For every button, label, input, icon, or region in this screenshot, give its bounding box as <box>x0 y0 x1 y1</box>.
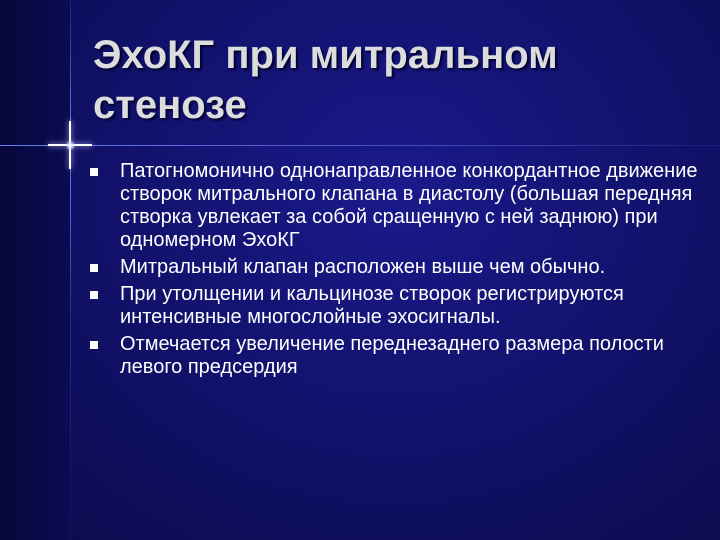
square-bullet-icon <box>90 341 98 349</box>
left-decor-panel <box>0 0 70 540</box>
bullet-text: При утолщении и кальцинозе створок регистрируются интенсивные многослойные эхосигналы. <box>120 283 624 328</box>
horizontal-decor-line <box>0 145 720 146</box>
vertical-decor-line <box>70 0 71 540</box>
bullet-text: Митральный клапан расположен выше чем обычно. <box>120 256 606 278</box>
sparkle-glow <box>66 141 75 150</box>
bullet-text: Отмечается увеличение переднезаднего размера полости левого предсердия <box>120 333 664 378</box>
bullet-item <box>88 283 708 329</box>
bullet-item <box>88 256 708 279</box>
square-bullet-icon <box>90 264 98 272</box>
bullet-list <box>88 160 708 379</box>
bullet-item <box>88 160 708 252</box>
square-bullet-icon <box>90 168 98 176</box>
slide-title: ЭхоКГ при митральном стенозе <box>93 33 558 127</box>
bullet-text: Патогномонично однонаправленное конкордантное движение створок митрального клапана в диастолу (большая передняя створка увлекает за собой сращенную с ней заднюю) при одномерном ЭхоКГ <box>120 160 698 251</box>
bullet-item <box>88 333 708 379</box>
square-bullet-icon <box>90 291 98 299</box>
